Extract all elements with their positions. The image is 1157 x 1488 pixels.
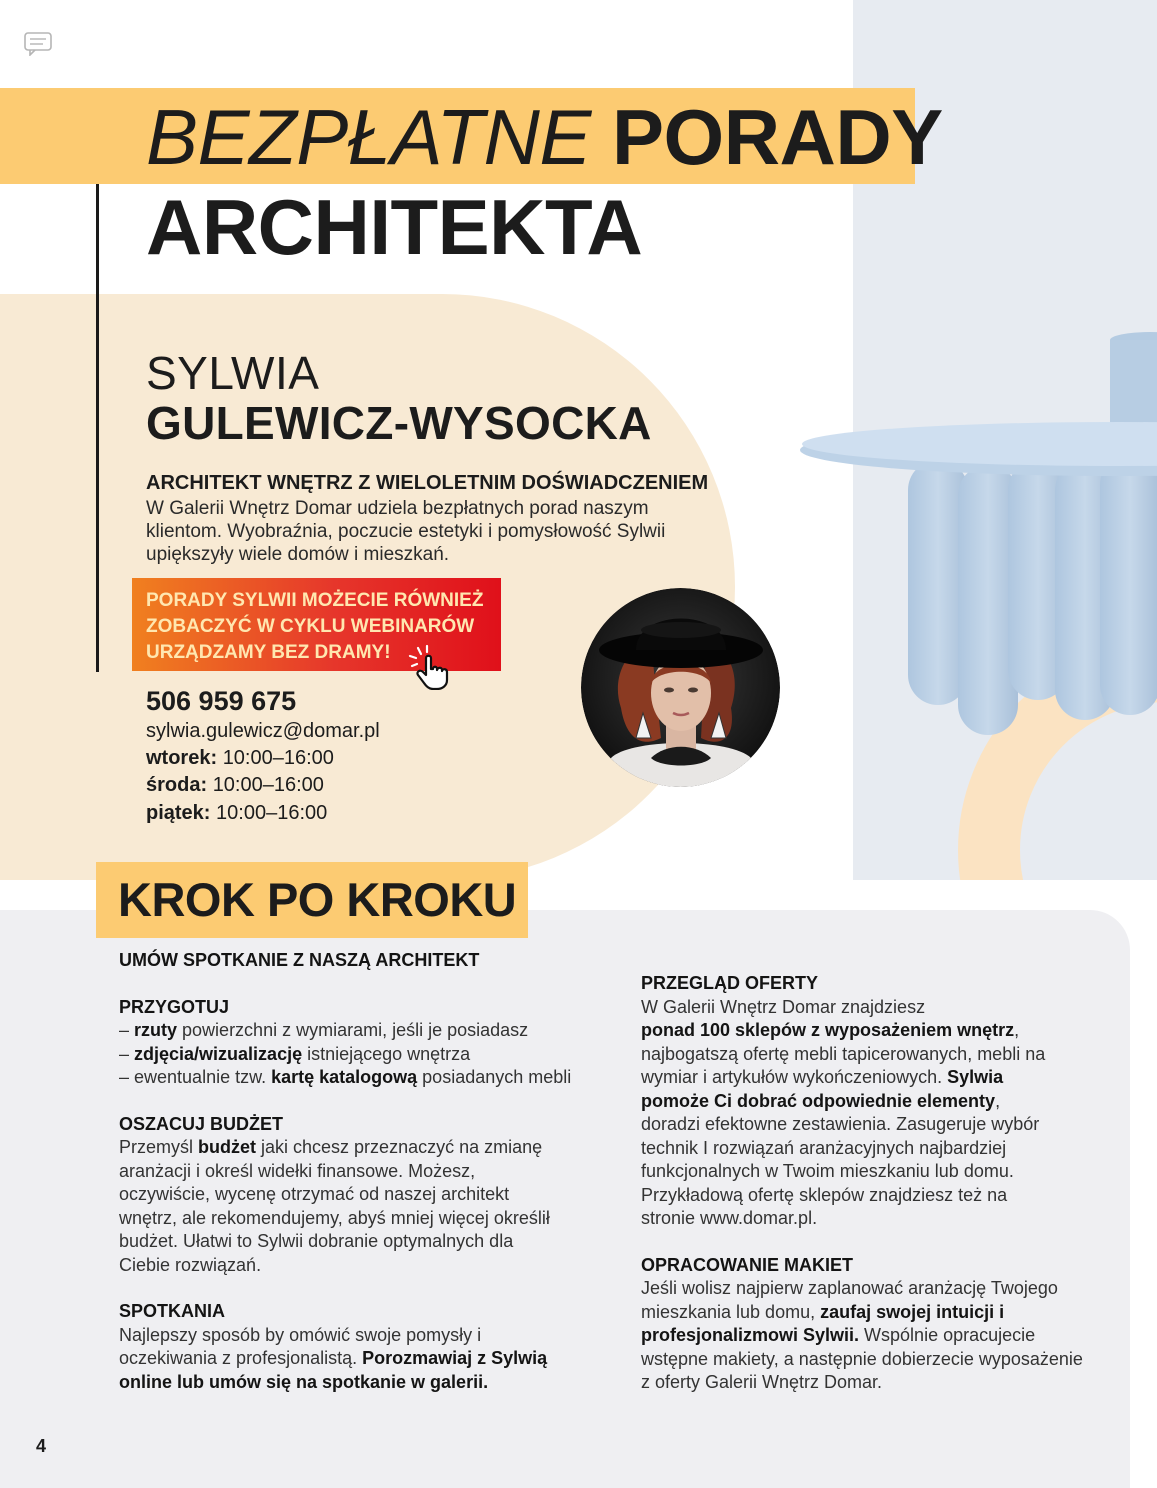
phone-number[interactable]: 506 959 675 (146, 686, 297, 716)
hours-time: 10:00–16:00 (216, 802, 328, 824)
table-illustration (790, 320, 1157, 740)
hours-day: wtorek: (146, 747, 218, 769)
person-description: W Galerii Wnętrz Domar udziela bezpłatnych porad naszym klientom. Wyobraźnia, poczucie estetyki i pomysłowość Sylwii upiększyły wiele domów i mieszkań. (146, 498, 666, 565)
hours-row (146, 800, 327, 826)
title-light: BEZPŁATNE (146, 93, 591, 181)
list-item: – ewentualnie tzw. kartę katalogową posiadanych mebli (119, 1067, 572, 1087)
prepare-heading: PRZYGOTUJ (119, 996, 230, 1017)
budget-heading: OSZACUJ BUDŻET (119, 1113, 284, 1134)
email-address[interactable]: sylwia.gulewicz@domar.pl (146, 720, 380, 742)
person-first-name: SYLWIA (146, 347, 320, 399)
vertical-divider (96, 184, 99, 672)
page-title (146, 92, 943, 182)
hours-day: środa: (146, 774, 208, 796)
meetings-heading: SPOTKANIA (119, 1301, 226, 1321)
person-last-name: GULEWICZ-WYSOCKA (146, 397, 652, 449)
webinar-text[interactable]: PORADY SYLWII MOŻECIE RÓWNIEŻ ZOBACZYĆ W CYKLU WEBINARÓW URZĄDZAMY BEZ DRAMY! (146, 590, 484, 663)
page-number: 4 (36, 1436, 47, 1456)
portrait-photo (581, 588, 780, 787)
offer-heading: PRZEGLĄD OFERTY (641, 973, 819, 993)
list-item: – rzuty powierzchni z wymiarami, jeśli je posiadasz (119, 1020, 529, 1040)
steps-intro: UMÓW SPOTKANIE Z NASZĄ ARCHITEKT (119, 950, 480, 970)
list-item: – zdjęcia/wizualizację istniejącego wnętrza (119, 1043, 471, 1064)
hours-time: 10:00–16:00 (212, 774, 324, 796)
person-role: ARCHITEKT WNĘTRZ Z WIELOLETNIM DOŚWIADCZENIEM (146, 472, 709, 494)
mockups-text: Jeśli wolisz najpierw zaplanować aranżację Twojego mieszkania lub domu, zaufaj swojej intuicji i profesjonalizmowi Sylwii. Wspólnie opracujecie wstępne makiety, a następnie dobierzecie wyposażenie z oferty Galerii Wnętrz Domar. (641, 1278, 1083, 1392)
hours-row (146, 772, 324, 798)
steps-column-left (119, 949, 599, 1394)
title-bold: PORADY (612, 93, 943, 181)
hand-cursor-icon (404, 642, 460, 690)
comment-icon[interactable] (24, 32, 52, 56)
page-title-line2: ARCHITEKTA (146, 183, 643, 271)
steps-title: KROK PO KROKU (118, 873, 517, 926)
hours-day: piątek: (146, 802, 211, 824)
offer-text: W Galerii Wnętrz Domar znajdziesz ponad 100 sklepów z wyposażeniem wnętrz, najbogatszą ofertę mebli tapicerowanych, mebli na wymiar i artykułów wykończeniowych. Sylwia pomoże Ci dobrać odpowiednie elementy, doradzi efektowne zestawienia. Zasugeruje wybór technik I rozwiązań aranżacyjnych najbardziej funkcjonalnych w Twoim mieszkaniu lub domu. Przykładową ofertę sklepów znajdziesz też na stronie www.domar.pl. (641, 996, 1046, 1228)
hours-row (146, 745, 334, 771)
meetings-text: Najlepszy sposób by omówić swoje pomysły i oczekiwania z profesjonalistą. Porozmawiaj z Sylwią online lub umów się na spotkanie w galerii. (119, 1324, 548, 1392)
steps-column-right (641, 972, 1101, 1395)
hours-time: 10:00–16:00 (222, 747, 334, 769)
mockups-heading: OPRACOWANIE MAKIET (641, 1254, 854, 1275)
budget-text: Przemyśl budżet jaki chcesz przeznaczyć na zmianę aranżacji i określ widełki finansowe. Możesz, oczywiście, wycenę otrzymać od naszej architekt wnętrz, ale rekomendujemy, abyś mniej więcej określił budżet. Ułatwi to Sylwii dobranie optymalnych dla Ciebie rozwiązań. (119, 1137, 550, 1275)
